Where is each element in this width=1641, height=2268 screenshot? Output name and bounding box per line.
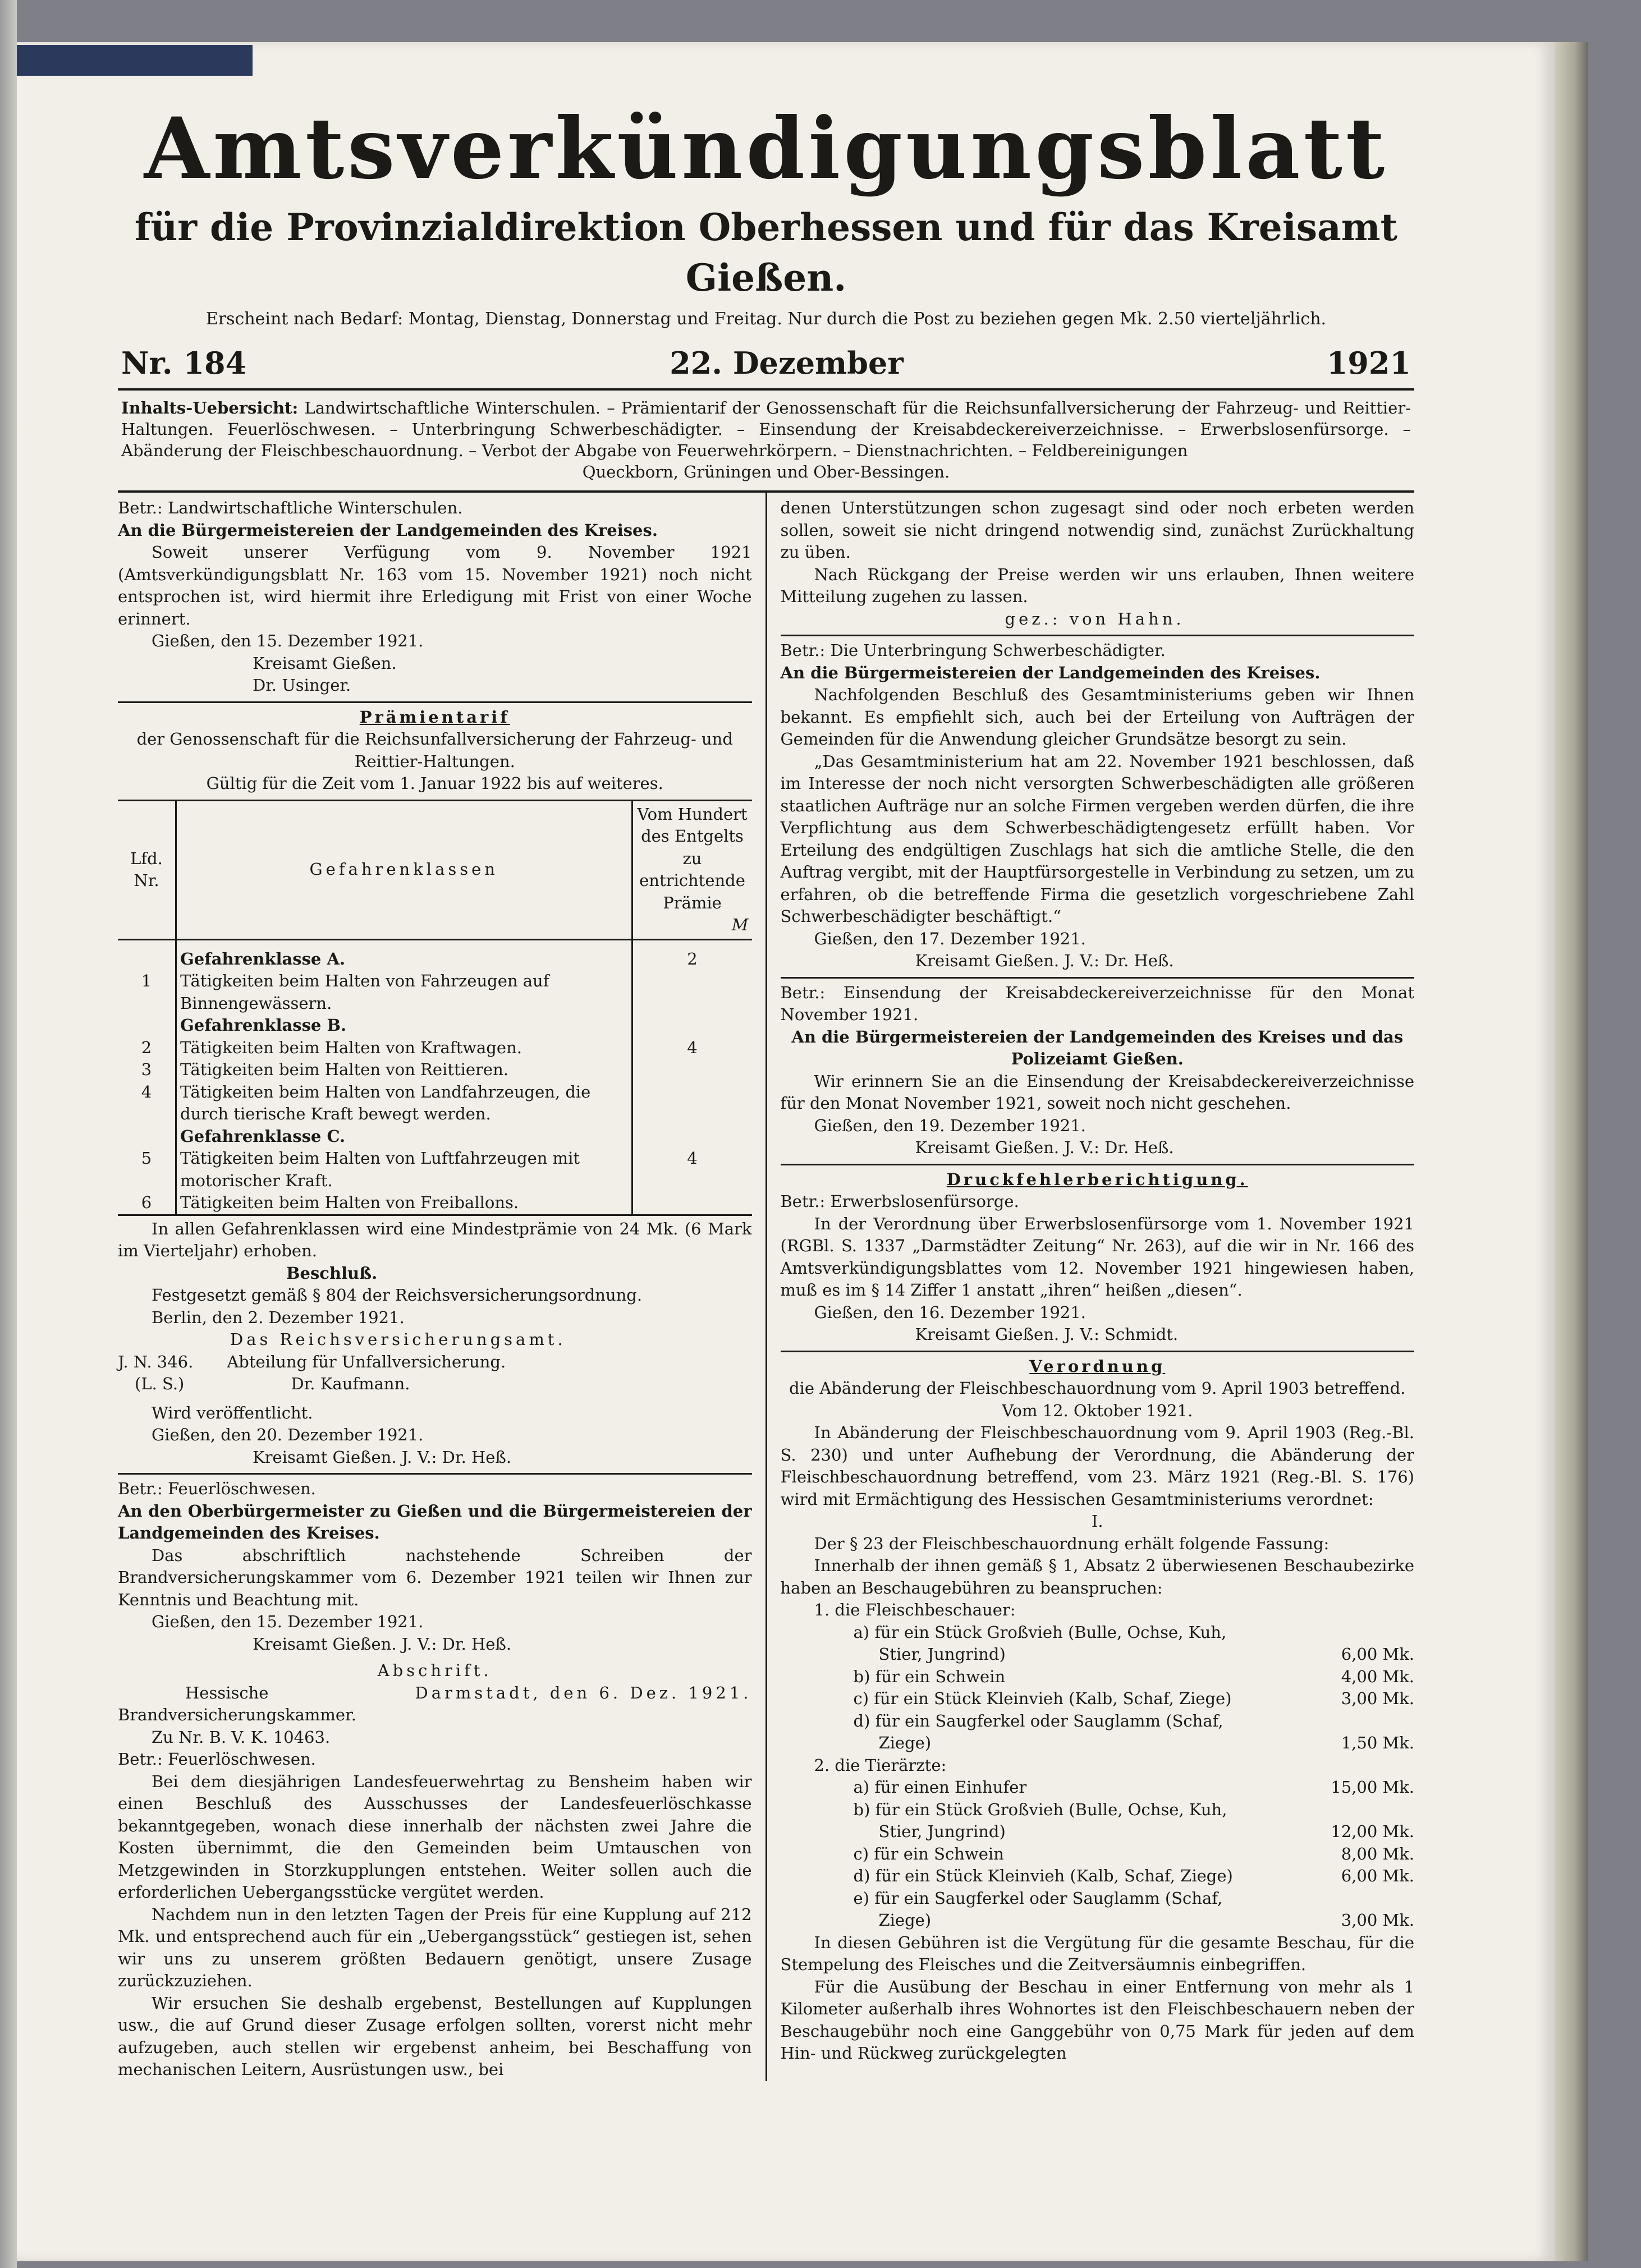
hazard-activity: Tätigkeiten beim Halten von Reittieren. — [176, 1059, 632, 1081]
fee-row — [781, 1909, 1415, 1932]
ordinance-paragraph: Innerhalb der ihnen gemäß § 1, Absatz 2 überwiesenen Beschaubezirke haben an Beschaugebühren zu beanspruchen: — [780, 1556, 1414, 1597]
section-divider — [781, 977, 1415, 979]
premium-value — [632, 1126, 752, 1148]
fee-amount: 1,50 Mk. — [1341, 1733, 1414, 1752]
ordinance-subtitle: die Abänderung der Fleischbeschauordnung vom 9. April 1903 betreffend. Vom 12. Oktober 1921. — [789, 1379, 1406, 1420]
fee-amount — [1330, 1888, 1414, 1910]
fee-label: Ziege) — [878, 1733, 932, 1752]
newspaper-title: Amtsverkündigungsblatt — [144, 99, 1388, 198]
fee-amount: 6,00 Mk. — [1341, 1866, 1414, 1885]
premium-value: 2 — [632, 939, 752, 970]
tariff-row-number — [118, 939, 176, 970]
fee-row — [781, 1732, 1415, 1755]
masthead — [118, 95, 1414, 332]
premium-value: 4 — [632, 1147, 752, 1192]
ordinance-paragraph: Der § 23 der Fleischbeschauordnung erhält folgende Fassung: — [814, 1534, 1330, 1553]
letterhead-org-2: Brandversicherungskammer. — [118, 1705, 356, 1724]
section-divider — [781, 635, 1415, 636]
letter-date: Darmstadt, den 6. Dez. 1921. — [415, 1683, 752, 1702]
seal-mark: (L. S.) — [135, 1374, 185, 1393]
tariff-row — [118, 1147, 752, 1192]
fee-label: b) für ein Schwein — [853, 1666, 1006, 1686]
hazard-class-heading: Gefahrenklasse A. — [176, 939, 632, 970]
toc-heading: Inhalts-Uebersicht: — [121, 398, 299, 417]
fee-label: Stier, Jungrind) — [878, 1645, 1006, 1664]
fee-row — [781, 1688, 1415, 1710]
tariff-row — [118, 1081, 752, 1126]
tariff-validity: Gültig für die Zeit vom 1. Januar 1922 bis auf weiteres. — [206, 774, 663, 793]
fee-amount — [1330, 1599, 1414, 1622]
signature: gez.: von Hahn. — [1005, 609, 1185, 628]
tariff-row — [118, 970, 752, 1014]
quoted-resolution: „Das Gesamtministerium hat am 22. November 1921 beschlossen, daß im Interesse der noch nicht versorgten Schwerbeschädigten alle größeren staatlichen Aufträge nur an solche Firmen vergeben werden dürfen, die ihre Verpflichtung aus dem Schwerbeschädigtengesetz erfüllt haben. Vor Erteilung des endgültigen Zuschlags hat sich die amtliche Stelle, die den Auftrag vergibt, mit der Hauptfürsorgestelle in Verbindung zu setzen, um zu erfahren, ob die betreffende Firma die gesetzlich vorgeschriebene Zahl Schwerbeschädigter beschäftigt.“ — [780, 751, 1414, 926]
fee-amount: 3,00 Mk. — [1341, 1911, 1414, 1930]
place-date: Gießen, den 17. Dezember 1921. — [814, 929, 1086, 948]
tariff-row — [118, 939, 752, 970]
issue-year: 1921 — [1326, 345, 1411, 381]
right-column — [767, 493, 1415, 2081]
fee-row — [781, 1666, 1415, 1688]
ordinance-paragraph: Für die Ausübung der Beschau in einer Entfernung von mehr als 1 Kilometer außerhalb ihres Wohnortes ist den Fleischbeschauern neben der Beschaugebühr noch eine Ganggebühr von 0,75 Mark für jeden auf dem Hin- und Rückweg zurückgelegten — [780, 1977, 1414, 2063]
fee-label: Ziege) — [878, 1911, 932, 1930]
issue-date: 22. Dezember — [670, 345, 904, 381]
fee-row — [781, 1821, 1415, 1843]
section-addressee: An die Bürgermeistereien der Landgemeinden des Kreises. — [118, 520, 658, 540]
fee-label: d) für ein Saugferkel oder Sauglamm (Schaf, — [853, 1711, 1223, 1730]
letter-betr: Betr.: Feuerlöschwesen. — [118, 1750, 316, 1769]
section-body: In der Verordnung über Erwerbslosenfürsorge vom 1. November 1921 (RGBl. S. 1337 „Darmstädter Zeitung“ Nr. 263), auf die wir in Nr. 166 des Amtsverkündigungsblattes vom 12. November 1921 hingewiesen haben, muß es im § 14 Ziffer 1 anstatt „ihren“ heißen „diesen“. — [780, 1214, 1414, 1300]
fee-label: d) für ein Stück Kleinvieh (Kalb, Schaf, Ziege) — [853, 1866, 1233, 1885]
section-addressee: An die Bürgermeistereien der Landgemeinden des Kreises. — [780, 663, 1321, 682]
jn-row — [118, 1351, 752, 1374]
reference-number: Zu Nr. B. V. K. 10463. — [152, 1727, 331, 1747]
authority: Kreisamt Gießen. J. V.: Dr. Heß. — [253, 1634, 512, 1654]
premium-unit: M — [731, 915, 749, 934]
fee-schedule — [781, 1599, 1415, 1932]
fee-label: 2. die Tierärzte: — [814, 1755, 947, 1775]
authority: Kreisamt Gießen. J. V.: Dr. Heß. — [915, 951, 1174, 970]
hazard-class-heading: Gefahrenklasse B. — [176, 1014, 632, 1037]
fee-amount: 6,00 Mk. — [1341, 1645, 1414, 1664]
authority: Kreisamt Gießen. J. V.: Dr. Heß. — [915, 1138, 1174, 1157]
signature: Dr. Usinger. — [253, 676, 351, 695]
fee-amount — [1330, 1799, 1414, 1821]
hazard-activity: Tätigkeiten beim Halten von Landfahrzeugen, die durch tierische Kraft bewegt werden. — [176, 1081, 632, 1126]
newspaper-subtitle: für die Provinzialdirektion Oberhessen und für das Kreisamt Gießen. — [134, 205, 1398, 300]
fee-amount: 8,00 Mk. — [1341, 1844, 1414, 1863]
festgesetzt-text: Festgesetzt gemäß § 804 der Reichsversicherungsordnung. — [152, 1285, 643, 1305]
section-betr: Betr.: Die Unterbringung Schwerbeschädigter. — [780, 641, 1166, 660]
letterhead-row — [118, 1682, 752, 1705]
premium-value: 4 — [632, 1037, 752, 1059]
beschluss-heading: Beschluß. — [286, 1263, 378, 1283]
fee-row — [781, 1888, 1415, 1910]
fee-amount — [1330, 1622, 1414, 1644]
publication-info: Erscheint nach Bedarf: Montag, Dienstag, Donnerstag und Freitag. Nur durch die Post zu beziehen gegen Mk. 2.50 vierteljährlich. — [205, 309, 1327, 329]
section-body: Das abschriftlich nachstehende Schreiben der Brandversicherungskammer vom 6. Dezember 1921 teilen wir Ihnen zur Kenntnis und Beachtung mit. — [118, 1545, 752, 1609]
tariff-row — [118, 1126, 752, 1148]
tariff-row-number: 4 — [141, 1082, 152, 1101]
letter-paragraph: Nachdem nun in den letzten Tagen der Preis für eine Kupplung auf 212 Mk. und entsprechend auch für ein „Uebergangsstück“ gestiegen ist, sehen wir uns zu unserem größten Bedauern genötigt, unsere Zusage zurückzuziehen. — [118, 1904, 752, 1990]
ordinance-preamble: In Abänderung der Fleischbeschauordnung vom 9. April 1903 (Reg.-Bl. S. 230) und unter Aufhebung der Verordnung, die Abänderung der Fleischbeschauordnung betreffend, vom 23. März 1921 (Reg.-Bl. S. 176) wird mit Ermächtigung des Hessischen Gesamtministeriums verordnet: — [780, 1423, 1414, 1509]
tariff-title: Prämientarif — [359, 707, 510, 727]
fee-amount — [1330, 1710, 1414, 1733]
tariff-row — [118, 1059, 752, 1081]
fee-label: c) für ein Stück Kleinvieh (Kalb, Schaf, Ziege) — [853, 1689, 1232, 1708]
place-date: Gießen, den 19. Dezember 1921. — [814, 1115, 1086, 1135]
fee-row — [781, 1643, 1415, 1666]
continued-paragraph: denen Unterstützungen schon zugesagt sind oder noch erbeten werden sollen, soweit sie nicht dringend notwendig sind, zunächst Zurückhaltung zu üben. — [780, 498, 1414, 562]
issue-number: Nr. 184 — [121, 345, 247, 381]
fee-row — [781, 1599, 1415, 1622]
place-date: Gießen, den 20. Dezember 1921. — [152, 1425, 424, 1444]
fee-row — [781, 1710, 1415, 1733]
ls-row — [118, 1373, 752, 1395]
premium-value — [632, 1059, 752, 1081]
table-of-contents — [118, 391, 1414, 493]
premium-value — [632, 1192, 752, 1215]
tariff-row-number: 3 — [141, 1060, 152, 1079]
section-betr: Betr.: Erwerbslosenfürsorge. — [780, 1192, 1019, 1211]
fee-row — [781, 1622, 1415, 1644]
section-addressee: An den Oberbürgermeister zu Gießen und die Bürgermeistereien der Landgemeinden des Kreises. — [118, 1501, 752, 1542]
hazard-activity: Tätigkeiten beim Halten von Luftfahrzeugen mit motorischer Kraft. — [176, 1147, 632, 1192]
ordinance-paragraph: In diesen Gebühren ist die Vergütung für die gesamte Beschau, für die Stempelung des Fleisches und die Zeitversäumnis einbegriffen. — [780, 1932, 1414, 1974]
fee-label: a) für einen Einhufer — [853, 1778, 1027, 1797]
minimum-premium: In allen Gefahrenklassen wird eine Mindestprämie von 24 Mk. (6 Mark im Vierteljahr) erhoben. — [118, 1219, 752, 1260]
tariff-row-number: 1 — [141, 971, 152, 990]
correction-title: Druckfehlerberichtigung. — [946, 1169, 1248, 1189]
tariff-row — [118, 1014, 752, 1037]
tariff-subtitle: der Genossenschaft für die Reichsunfallversicherung der Fahrzeug- und Reittier-Haltungen. — [136, 729, 733, 771]
col-header-nr: Lfd. Nr. — [118, 800, 176, 939]
authority: Kreisamt Gießen. J. V.: Schmidt. — [915, 1325, 1179, 1344]
jn-number: J. N. 346. — [118, 1352, 194, 1371]
hazard-activity: Tätigkeiten beim Halten von Kraftwagen. — [176, 1037, 632, 1059]
signature-kaufmann: Dr. Kaufmann. — [291, 1374, 410, 1393]
fee-amount: 15,00 Mk. — [1331, 1778, 1414, 1797]
fee-label: b) für ein Stück Großvieh (Bulle, Ochse, Kuh, — [853, 1799, 1227, 1819]
fee-amount — [1330, 1755, 1414, 1777]
fee-row — [781, 1776, 1415, 1799]
fee-row — [781, 1843, 1415, 1866]
tariff-table — [118, 800, 752, 1216]
tariff-row — [118, 1192, 752, 1215]
ordinance-article-number: I. — [1091, 1512, 1103, 1531]
col-header-class: Gefahrenklassen — [176, 800, 632, 939]
fee-amount: 3,00 Mk. — [1341, 1689, 1414, 1708]
letter-paragraph: Wir ersuchen Sie deshalb ergebenst, Bestellungen auf Kupplungen usw., die auf Grund dieser Zusage erfolgen sollten, vorerst nicht mehr aufzugeben, auch stellen wir ergebenst anheim, bei Beschaffung von mechanischen Leitern, Ausrüstungen usw., bei — [118, 1993, 752, 2079]
tariff-body — [118, 939, 752, 1215]
place-date: Gießen, den 15. Dezember 1921. — [152, 631, 424, 650]
left-column — [118, 493, 767, 2081]
section-divider — [118, 1473, 752, 1475]
fee-row — [781, 1755, 1415, 1777]
fee-row — [781, 1799, 1415, 1821]
letter-paragraph: Nach Rückgang der Preise werden wir uns erlauben, Ihnen weitere Mitteilung zugehen zu lassen. — [780, 564, 1414, 606]
toc-text: Landwirtschaftliche Winterschulen. – Prämientarif der Genossenschaft für die Reichsunfallversicherung der Fahrzeug- und Reittier-Haltungen. Feuerlöschwesen. – Unterbringung Schwerbeschädigter. – Einsendung der Kreisabdeckereiverzeichnisse. – Erwerbslosenfürsorge. – Abänderung der Fleischbeschauordnung. – Verbot der Abgabe von Feuerwehrkörpern. – Dienstnachrichten. – Feldbereinigungen — [121, 398, 1411, 460]
place-date: Gießen, den 15. Dezember 1921. — [152, 1612, 424, 1631]
fee-label: Stier, Jungrind) — [878, 1822, 1006, 1841]
premium-value — [632, 1014, 752, 1037]
letterhead-org: Hessische — [185, 1683, 269, 1702]
section-divider — [781, 1351, 1415, 1352]
fee-amount: 4,00 Mk. — [1341, 1666, 1414, 1686]
tariff-row-number: 2 — [141, 1037, 152, 1057]
tariff-row-number — [118, 1126, 176, 1148]
fee-label: e) für ein Saugferkel oder Sauglamm (Schaf, — [853, 1888, 1223, 1908]
article-columns — [118, 493, 1414, 2081]
tariff-header-row — [118, 800, 752, 939]
abschrift-heading: Abschrift. — [377, 1661, 492, 1680]
place-date: Gießen, den 16. Dezember 1921. — [814, 1302, 1086, 1322]
premium-value — [632, 970, 752, 1014]
toc-last-line: Queckborn, Grüningen und Ober-Bessingen. — [582, 462, 950, 481]
tariff-row — [118, 1037, 752, 1059]
fee-row — [781, 1865, 1415, 1888]
berlin-date: Berlin, den 2. Dezember 1921. — [152, 1307, 405, 1327]
ordinance-title: Verordnung — [1029, 1356, 1166, 1376]
fee-label: 1. die Fleischbeschauer: — [814, 1600, 1016, 1619]
published-note: Wird veröffentlicht. — [152, 1403, 313, 1422]
book-cover-edge — [17, 45, 253, 76]
hazard-activity: Tätigkeiten beim Halten von Fahrzeugen auf Binnengewässern. — [176, 970, 632, 1014]
section-betr: Betr.: Einsendung der Kreisabdeckereiverzeichnisse für den Monat November 1921. — [780, 983, 1414, 1024]
authority: Kreisamt Gießen. — [253, 653, 397, 673]
section-betr: Betr.: Landwirtschaftliche Winterschulen. — [118, 498, 463, 517]
hazard-activity: Tätigkeiten beim Halten von Freiballons. — [176, 1192, 632, 1215]
authority: Kreisamt Gießen. J. V.: Dr. Heß. — [253, 1447, 512, 1467]
section-addressee: An die Bürgermeistereien der Landgemeinden des Kreises und das Polizeiamt Gießen. — [791, 1027, 1404, 1068]
reichsversicherungsamt: Das Reichsversicherungsamt. — [230, 1330, 566, 1349]
tariff-row-number: 5 — [141, 1149, 152, 1168]
fee-amount: 12,00 Mk. — [1331, 1822, 1414, 1841]
section-divider — [781, 1164, 1415, 1165]
fee-label: a) für ein Stück Großvieh (Bulle, Ochse, Kuh, — [853, 1622, 1227, 1642]
page-edge — [1555, 42, 1588, 2261]
department: Abteilung für Unfallversicherung. — [227, 1352, 506, 1371]
issue-line — [118, 341, 1414, 391]
hazard-class-heading: Gefahrenklasse C. — [176, 1126, 632, 1148]
section-body: Soweit unserer Verfügung vom 9. November 1921 (Amtsverkündigungsblatt Nr. 163 vom 15. November 1921) noch nicht entsprochen ist, wird hiermit ihre Erledigung mit Frist von einer Woche erinnert. — [118, 543, 752, 628]
tariff-row-number — [118, 1014, 176, 1037]
section-betr: Betr.: Feuerlöschwesen. — [118, 1479, 316, 1498]
section-body: Nachfolgenden Beschluß des Gesamtministeriums geben wir Ihnen bekannt. Es empfiehlt sich, auch bei der Erteilung von Aufträgen der Gemeinden für die Anwendung gleicher Grundsätze besorgt zu sein. — [780, 685, 1414, 749]
premium-value — [632, 1081, 752, 1126]
section-body: Wir erinnern Sie an die Einsendung der Kreisabdeckereiverzeichnisse für den Monat November 1921, soweit noch nicht geschehen. — [780, 1071, 1414, 1113]
letter-paragraph: Bei dem diesjährigen Landesfeuerwehrtag zu Bensheim haben wir einen Beschluß des Ausschusses der Landesfeuerlöschkasse bekanntgegeben, wonach diese innerhalb der nächsten zwei Jahre die Kosten übernimmt, die den Gemeinden beim Umtauschen von Metzgewinden in Storzkupplungen entstehen. Weiter sollen auch die erforderlichen Uebergangsstücke vergütet werden. — [118, 1771, 752, 1902]
fee-label: c) für ein Schwein — [853, 1844, 1004, 1863]
col-header-premium — [632, 800, 752, 939]
section-divider — [118, 701, 752, 703]
book-binding — [0, 0, 17, 2268]
document-content — [118, 84, 1414, 2081]
premium-header-text: Vom Hundert des Entgelts zu entrichtende Prämie — [637, 804, 748, 912]
tariff-row-number: 6 — [118, 1192, 176, 1215]
